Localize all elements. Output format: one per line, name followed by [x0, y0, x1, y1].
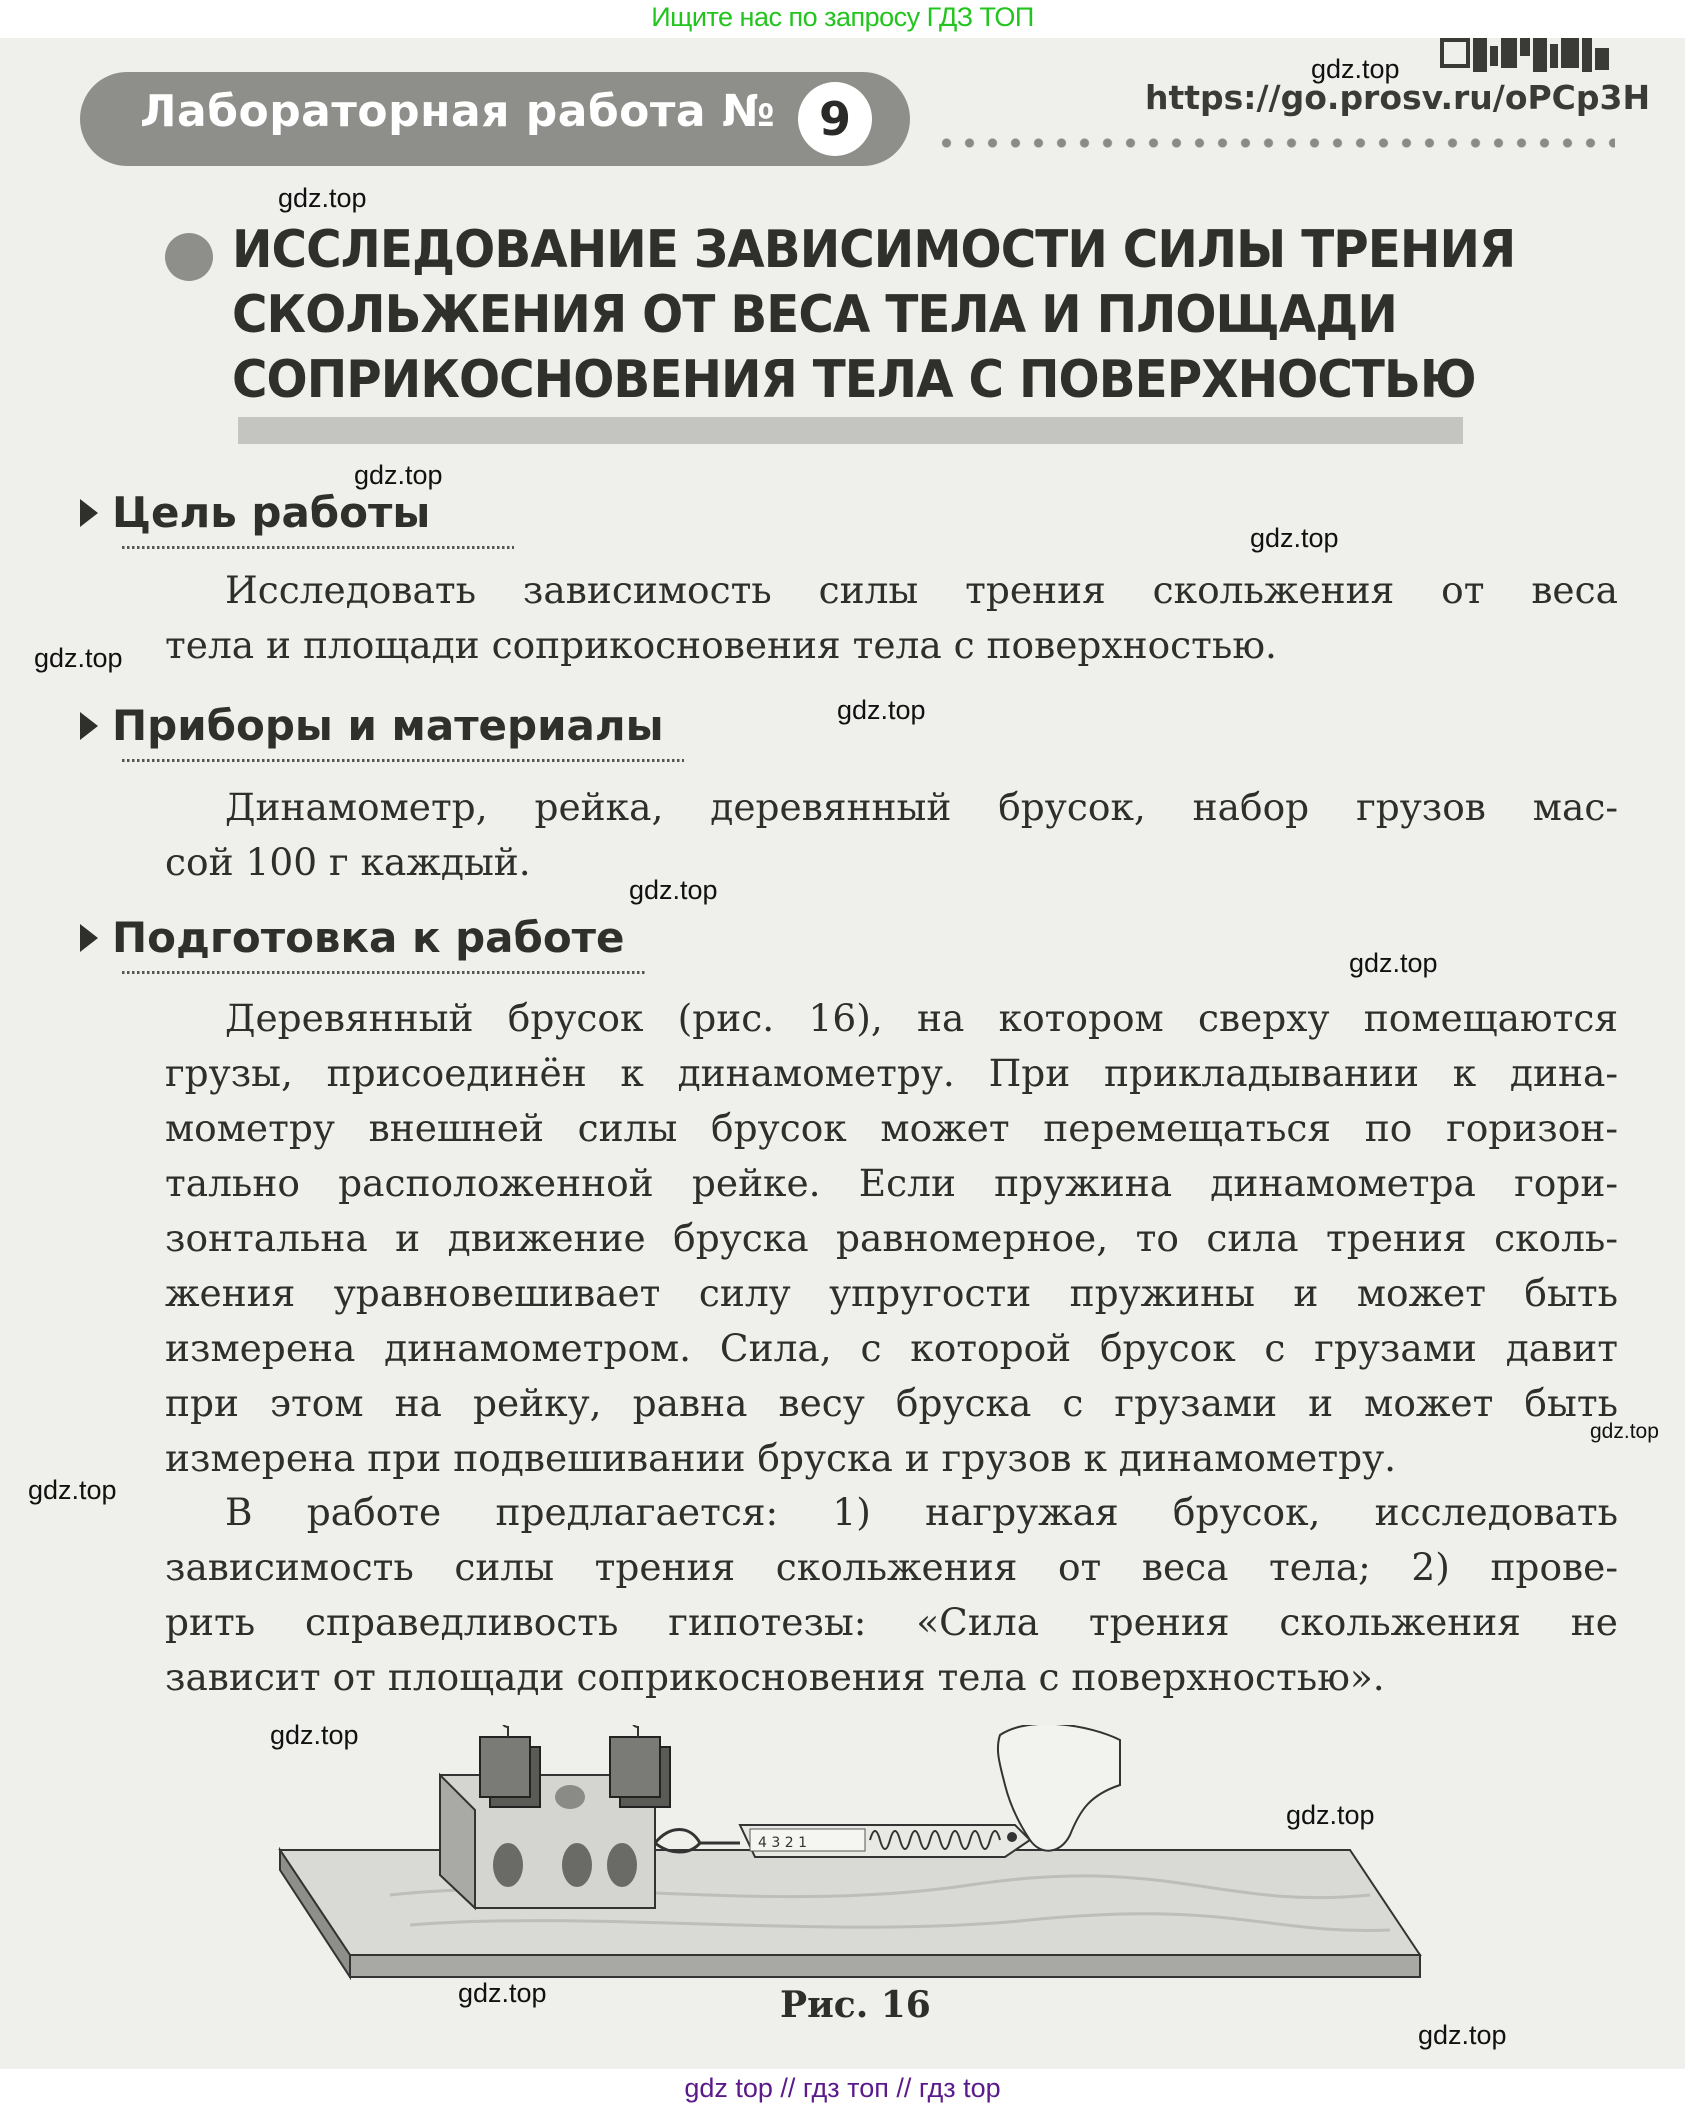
watermark: gdz.top	[28, 1475, 117, 1505]
preparation-paragraph-2: В работе предлагается: 1) нагружая брусок, исследовать зависимость силы трения скольжения от веса тела; 2) прове- рить справедливость гипотезы: «Сила трения скольжения не зависит от площади соприкосновения тела с поверхностью».	[165, 1490, 1618, 1699]
watermark: gdz.top	[270, 1720, 359, 1750]
lab-title-line: СКОЛЬЖЕНИЯ ОТ ВЕСА ТЕЛА И ПЛОЩАДИ	[232, 285, 1397, 345]
svg-text:4 3 2 1: 4 3 2 1	[758, 1835, 807, 1851]
watermark: gdz.top	[1250, 523, 1339, 553]
lab-title-line: СОПРИКОСНОВЕНИЯ ТЕЛА С ПОВЕРХНОСТЬЮ	[232, 350, 1476, 410]
bottom-promo-banner: gdz top // гдз топ // гдз top	[0, 2069, 1685, 2109]
watermark: gdz.top	[1418, 2020, 1507, 2050]
title-bullet-icon	[165, 233, 213, 281]
top-promo-banner: Ищите нас по запросу ГДЗ ТОП	[0, 0, 1685, 38]
watermark: gdz.top	[1590, 1420, 1659, 1443]
section-preparation-heading: Подготовка к работе	[80, 913, 625, 962]
dynamometer-illustration	[740, 1825, 1030, 1857]
dotted-underline	[122, 546, 514, 549]
watermark: gdz.top	[278, 183, 367, 213]
watermark: gdz.top	[458, 1978, 547, 2008]
hook-illustration	[655, 1830, 740, 1853]
watermark: gdz.top	[1349, 948, 1438, 978]
qr-code-icon[interactable]	[1440, 38, 1615, 72]
watermark: gdz.top	[837, 695, 926, 725]
watermark: gdz.top	[1286, 1800, 1375, 1830]
dotted-underline	[122, 759, 684, 762]
triangle-bullet-icon	[80, 924, 98, 952]
dotted-underline	[122, 971, 647, 974]
lab-work-label: Лабораторная работа №	[140, 86, 776, 137]
watermark: gdz.top	[354, 460, 443, 490]
triangle-bullet-icon	[80, 712, 98, 740]
figure-caption: Рис. 16	[780, 1984, 931, 2026]
triangle-bullet-icon	[80, 499, 98, 527]
goal-text: Исследовать зависимость силы трения скольжения от веса тела и площади соприкосновения тела с поверхностью.	[165, 568, 1618, 667]
figure-friction-setup	[270, 1725, 1440, 1985]
lab-title	[232, 218, 1516, 413]
dotted-divider	[935, 138, 1615, 148]
watermark: gdz.top	[34, 643, 123, 673]
watermark: gdz.top	[629, 875, 718, 905]
section-equipment-heading: Приборы и материалы	[80, 701, 664, 750]
lab-work-number: 9	[798, 82, 872, 156]
lab-title-line: ИССЛЕДОВАНИЕ ЗАВИСИМОСТИ СИЛЫ ТРЕНИЯ	[232, 220, 1516, 280]
title-underbar	[238, 417, 1463, 444]
watermark: gdz.top	[1311, 54, 1400, 84]
resource-link[interactable]: https://go.prosv.ru/oPCp3H	[1145, 78, 1651, 117]
section-goal-heading: Цель работы	[80, 488, 430, 537]
equipment-text: Динамометр, рейка, деревянный брусок, набор грузов мас- сой 100 г каждый.	[165, 785, 1618, 884]
preparation-paragraph-1: Деревянный брусок (рис. 16), на котором сверху помещаются грузы, присоединён к динамометру. При прикладывании к дина- мометру внешней силы брусок может перемещаться по горизон- тально расположенной рейке. Если пружина динамометра гори- зонтальна и движение бруска равномерное, то сила трения сколь- жения уравновешивает силу упругости пружины и может быть измерена динамометром. Сила, с которой брусок с грузами давит при этом на рейку, равна весу бруска с грузами и может быть измерена при подвешивании бруска и грузов к динамометру.	[165, 996, 1618, 1480]
lab-work-header	[80, 72, 910, 166]
